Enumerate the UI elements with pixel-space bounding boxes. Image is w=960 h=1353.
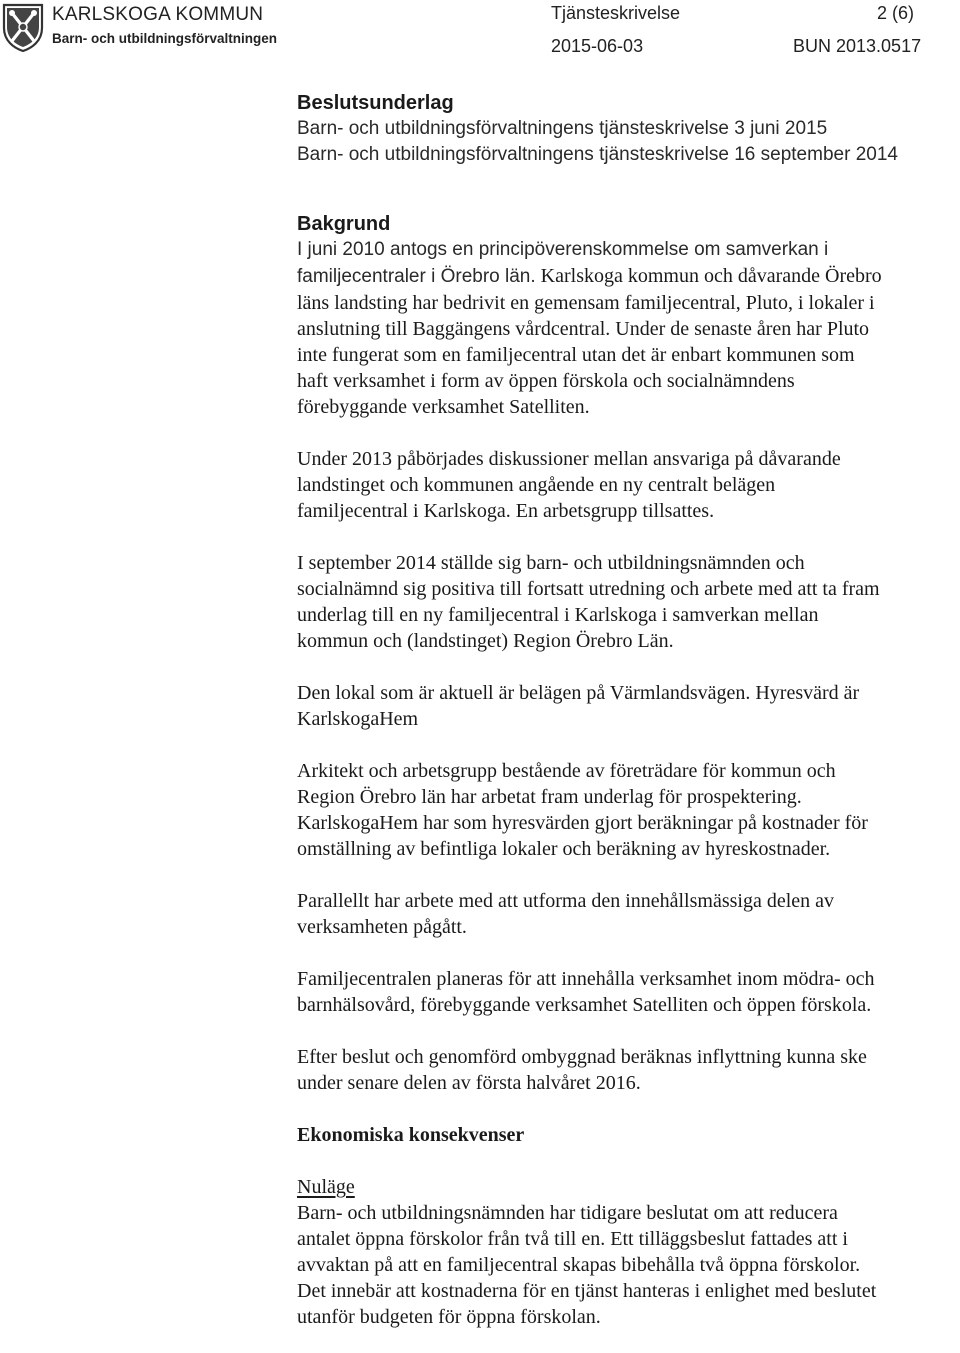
paragraph-line: avvaktan på att en familjecentral skapas bibehålla två öppna förskolor. [297,1254,861,1276]
paragraph-line: anslutning till Baggängens vårdcentral. Under de senaste åren har Pluto [297,318,870,340]
paragraph-line: KarlskogaHem har som hyresvärden gjort beräkningar på kostnader för [297,812,868,834]
paragraph-line: antalet öppna förskolor från två till en. Ett tilläggsbeslut fattades att i [297,1228,848,1250]
paragraph-line: Efter beslut och genomförd ombyggnad beräknas inflyttning kunna ske [297,1046,867,1068]
paragraph-line: Barn- och utbildningsnämnden har tidigare beslutat om att reducera [297,1202,838,1224]
paragraph-line: Det innebär att kostnaderna för en tjänst hanteras i enlighet med beslutet [297,1280,877,1302]
ekonomiska-konsekvenser-heading: Ekonomiska konsekvenser [297,1124,525,1146]
bakgrund-intro-line-text: familjecentraler i Örebro län. [297,266,536,287]
paragraph-line: Under 2013 påbörjades diskussioner mellan ansvariga på dåvarande [297,448,841,470]
paragraph-line: omställning av befintliga lokaler och beräkning av hyreskostnader. [297,838,831,860]
paragraph-line: Arkitekt och arbetsgrupp bestående av företrädare för kommun och [297,760,836,782]
document-body [297,90,959,1330]
reference-number: BUN 2013.0517 [793,36,922,56]
paragraph-line: KarlskogaHem [297,708,419,730]
document-date: 2015-06-03 [551,36,644,56]
paragraph-line: underlag till en ny familjecentral i Karlskoga i samverkan mellan [297,604,819,626]
paragraph-line: familjecentral i Karlskoga. En arbetsgrupp tillsattes. [297,500,715,522]
paragraph-line: I september 2014 ställde sig barn- och utbildningsnämnden och [297,552,805,574]
beslutsunderlag-heading: Beslutsunderlag [297,92,454,114]
paragraph-line: förebyggande verksamhet Satelliten. [297,396,590,418]
nulage-subheading: Nuläge [297,1176,355,1198]
municipality-logo-emblem [0,2,46,52]
paragraph-line: läns landsting har bedrivit en gemensam familjecentral, Pluto, i lokaler i [297,292,875,314]
paragraph-line: kommun och (landstinget) Region Örebro Län. [297,630,674,652]
organization-name: KARLSKOGA KOMMUN [52,4,264,25]
bakgrund-intro-line: I juni 2010 antogs en principöverenskommelse om samverkan i [297,239,829,260]
department-name: Barn- och utbildningsförvaltningen [52,31,277,46]
paragraph-line: Familjecentralen planeras för att innehålla verksamhet inom mödra- och [297,968,875,990]
paragraph-line: Parallellt har arbete med att utforma den innehållsmässiga delen av [297,890,835,912]
paragraph-line: under senare delen av första halvåret 2016. [297,1072,641,1094]
bakgrund-intro-line [297,263,959,290]
bakgrund-intro-tail: Karlskoga kommun och dåvarande Örebro [540,265,882,287]
paragraph-line: landstinget och kommunen angående en ny centralt belägen [297,474,776,496]
bakgrund-heading: Bakgrund [297,213,391,235]
paragraph-line: Den lokal som är aktuell är belägen på Värmlandsvägen. Hyresvärd är [297,682,860,704]
paragraph-line: verksamheten pågått. [297,916,467,938]
paragraph-line: utanför budgeten för öppna förskolan. [297,1306,601,1328]
page-number: 2 (6) [877,3,915,23]
paragraph-line: Region Örebro län har arbetat fram underlag för prospektering. [297,786,802,808]
paragraph-line: barnhälsovård, förebyggande verksamhet Satelliten och öppen förskola. [297,994,872,1016]
paragraph-line: socialnämnd sig positiva till fortsatt utredning och arbete med att ta fram [297,578,880,600]
paragraph-line: haft verksamhet i form av öppen förskola och socialnämndens [297,370,795,392]
beslutsunderlag-item: Barn- och utbildningsförvaltningens tjänsteskrivelse 16 september 2014 [297,144,898,165]
document-type: Tjänsteskrivelse [551,3,681,23]
beslutsunderlag-item: Barn- och utbildningsförvaltningens tjänsteskrivelse 3 juni 2015 [297,118,828,139]
paragraph-line: inte fungerat som en familjecentral utan det är enbart kommunen som [297,344,855,366]
